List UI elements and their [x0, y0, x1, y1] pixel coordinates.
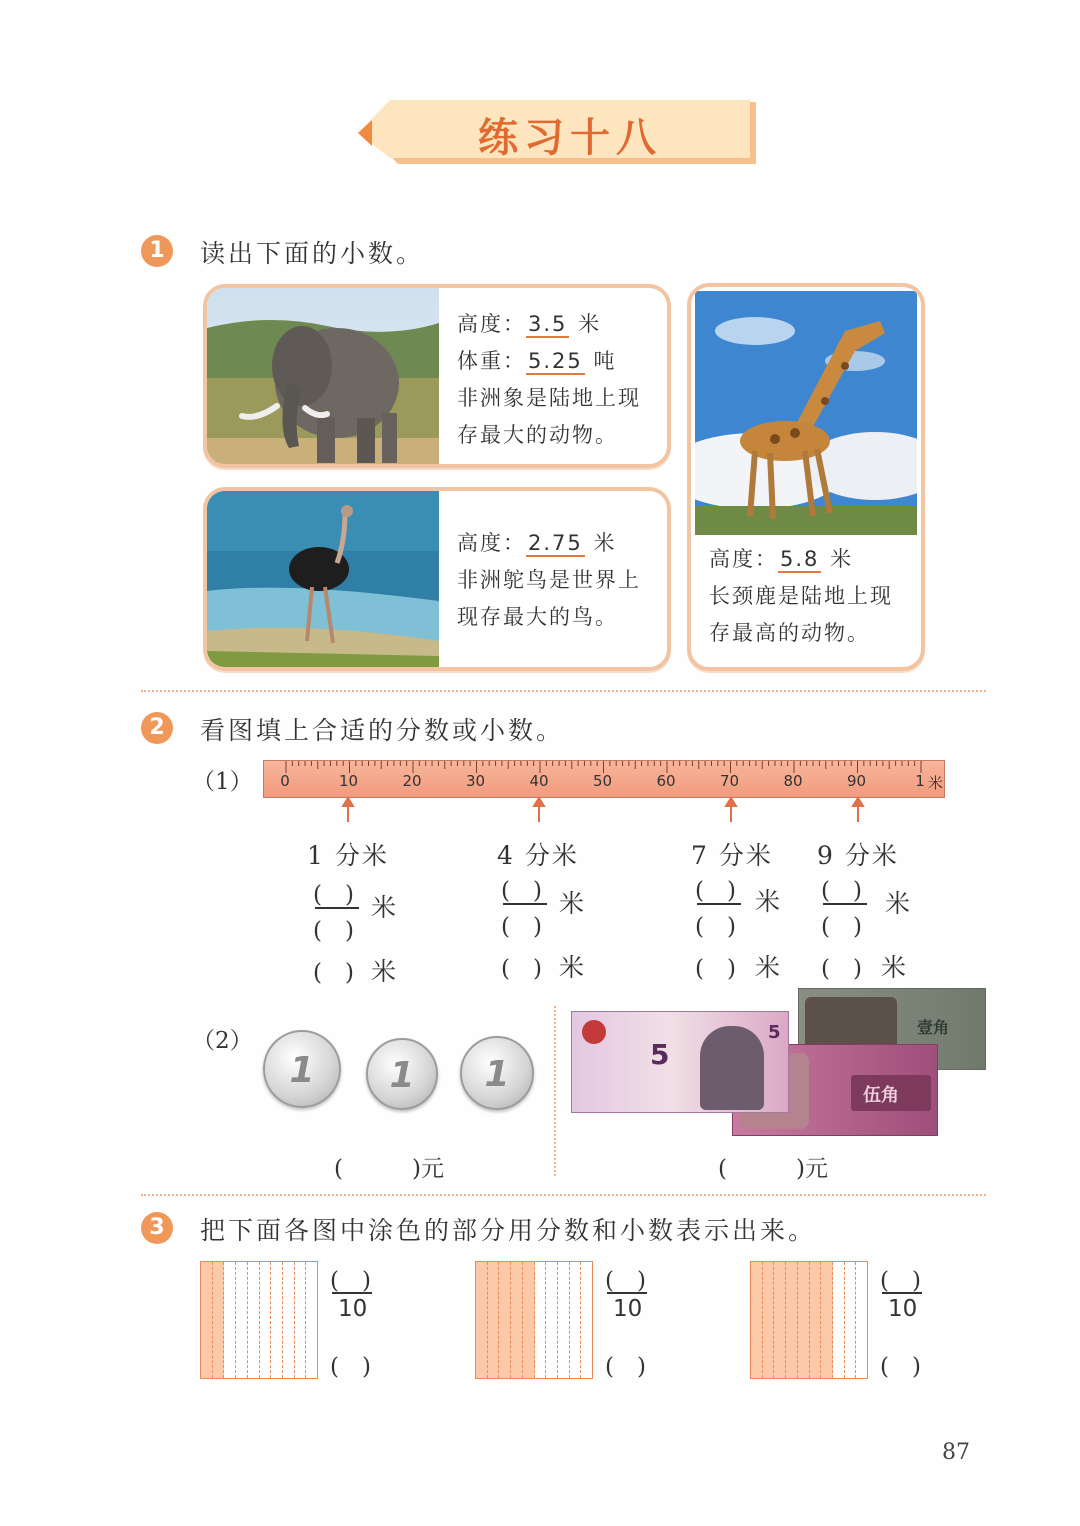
ruler-unit: 米 [928, 774, 944, 792]
giraffe-height-value: 5.8 [780, 547, 820, 571]
ruler-arrows [0, 796, 1080, 826]
denominator-blank[interactable]: ( ) [821, 914, 862, 940]
grid-column [546, 1262, 558, 1378]
grid-column [833, 1262, 845, 1378]
grid-column [763, 1262, 775, 1378]
ruler-labels [263, 772, 945, 792]
ostrich-desc-1: 非洲鸵鸟是世界上 [457, 568, 641, 592]
question-1-heading: 读出下面的小数。 [200, 239, 425, 268]
elephant-card [203, 284, 671, 468]
coins-answer[interactable]: ( )元 [334, 1156, 444, 1182]
grid-column [751, 1262, 763, 1378]
grid-column [295, 1262, 307, 1378]
fill-item-1: 1 分米 ( ) ( ) 米 ( ) 米 [305, 836, 445, 986]
ostrich-photo [207, 491, 439, 671]
ruler-label: 50 [592, 772, 613, 790]
grid-column [224, 1262, 236, 1378]
elephant-desc-2: 存最大的动物。 [457, 423, 618, 447]
ruler-label: 30 [465, 772, 486, 790]
ruler-label: 80 [783, 772, 803, 790]
grid-column [774, 1262, 786, 1378]
grid-column [845, 1262, 857, 1378]
five-jiao-note: 伍角 [732, 1044, 938, 1136]
denominator: 10 [338, 1296, 368, 1322]
giraffe-photo [695, 291, 917, 535]
coin-1: 1 [263, 1030, 341, 1108]
ruler-label: 1 [915, 772, 925, 790]
grid-column [786, 1262, 798, 1378]
ostrich-card [203, 487, 671, 671]
page-number: 87 [942, 1440, 970, 1465]
coin-2: 1 [366, 1038, 438, 1110]
decimal-blank[interactable]: ( ) [313, 960, 354, 986]
giraffe-desc-1: 长颈鹿是陆地上现 [709, 584, 893, 608]
denominator-blank[interactable]: ( ) [313, 918, 354, 944]
ruler-label: 40 [529, 772, 549, 790]
fill-item-3: 7 分米 ( ) ( ) 米 ( ) 米 [689, 836, 829, 986]
ruler-label: 70 [719, 772, 740, 790]
question-number-2: 2 [141, 712, 173, 744]
part-2-label: （2） [192, 1028, 253, 1054]
coin-3: 1 [460, 1036, 534, 1110]
numerator-blank[interactable]: ( ) [501, 878, 542, 904]
ruler-label: 10 [338, 772, 359, 790]
grid-column [798, 1262, 810, 1378]
decimal-blank[interactable]: ( ) [501, 956, 542, 982]
giraffe-card [687, 283, 925, 671]
giraffe-height: 高度：5.8 米 [709, 547, 854, 571]
item-label: 7 分米 [691, 841, 773, 870]
elephant-height-value: 3.5 [528, 312, 568, 336]
five-yuan-note: 5 5 [571, 1011, 789, 1113]
elephant-photo [207, 288, 439, 468]
shaded-grid-1 [200, 1261, 318, 1379]
elephant-desc-1: 非洲象是陆地上现 [457, 386, 641, 410]
elephant-weight: 体重：5.25 吨 [457, 349, 617, 373]
grid-column [283, 1262, 295, 1378]
item-label: 9 分米 [817, 841, 899, 870]
grid-column [810, 1262, 822, 1378]
denominator: 10 [613, 1296, 643, 1322]
numerator-blank[interactable]: ( ) [695, 878, 736, 904]
decimal-blank[interactable]: ( ) [880, 1354, 921, 1380]
question-number-1: 1 [141, 235, 173, 267]
numerator-blank[interactable]: ( ) [880, 1268, 921, 1294]
grid-column [570, 1262, 582, 1378]
question-number-3: 3 [141, 1212, 173, 1244]
grid-column [581, 1262, 592, 1378]
ruler-label: 20 [402, 772, 422, 790]
fill-item-2: 4 分米 ( ) ( ) 米 ( ) 米 [495, 836, 635, 986]
grid-column [201, 1262, 213, 1378]
ostrich-height: 高度：2.75 米 [457, 531, 617, 555]
ruler-label: 0 [280, 772, 290, 790]
one-jiao-note: 壹角 [798, 988, 986, 1070]
numerator-blank[interactable]: ( ) [605, 1268, 646, 1294]
decimal-blank[interactable]: ( ) [821, 956, 862, 982]
numerator-blank[interactable]: ( ) [821, 878, 862, 904]
grid-column [271, 1262, 283, 1378]
grid-column [558, 1262, 570, 1378]
shaded-grid-2 [475, 1261, 593, 1379]
denominator-blank[interactable]: ( ) [501, 914, 542, 940]
grid-column [476, 1262, 488, 1378]
decimal-blank[interactable]: ( ) [605, 1354, 646, 1380]
question-2-heading: 看图填上合适的分数或小数。 [200, 716, 565, 745]
grid-column [499, 1262, 511, 1378]
grid-column [821, 1262, 833, 1378]
part-1-label: （1） [192, 769, 253, 795]
grid-column [260, 1262, 272, 1378]
ostrich-height-value: 2.75 [528, 531, 583, 555]
elephant-height: 高度：3.5 米 [457, 312, 602, 336]
divider-2 [141, 1194, 986, 1196]
numerator-blank[interactable]: ( ) [330, 1268, 371, 1294]
grid-column [236, 1262, 248, 1378]
decimal-blank[interactable]: ( ) [695, 956, 736, 982]
grid-column [535, 1262, 547, 1378]
divider-1 [141, 690, 986, 692]
question-3-heading: 把下面各图中涂色的部分用分数和小数表示出来。 [200, 1216, 817, 1245]
shaded-grid-3 [750, 1261, 868, 1379]
item-label: 1 分米 [307, 841, 389, 870]
giraffe-desc-2: 存最高的动物。 [709, 621, 870, 645]
fill-item-4: 9 分米 ( ) ( ) 米 ( ) 米 [815, 836, 955, 986]
grid-column [856, 1262, 867, 1378]
notes-answer[interactable]: ( )元 [718, 1156, 828, 1182]
part-2-divider [554, 1006, 556, 1176]
elephant-weight-value: 5.25 [528, 349, 583, 373]
grid-column [306, 1262, 317, 1378]
denominator-blank[interactable]: ( ) [695, 914, 736, 940]
grid-column [213, 1262, 225, 1378]
numerator-blank[interactable]: ( ) [313, 882, 354, 908]
grid-column [523, 1262, 535, 1378]
grid-column [488, 1262, 500, 1378]
grid-column [248, 1262, 260, 1378]
ostrich-desc-2: 现存最大的鸟。 [457, 605, 618, 629]
grid-column [511, 1262, 523, 1378]
item-label: 4 分米 [497, 841, 579, 870]
ruler-label: 60 [656, 772, 676, 790]
ruler-label: 90 [846, 772, 867, 790]
denominator: 10 [888, 1296, 918, 1322]
decimal-blank[interactable]: ( ) [330, 1354, 371, 1380]
page-title: 练习十八 [478, 115, 662, 161]
